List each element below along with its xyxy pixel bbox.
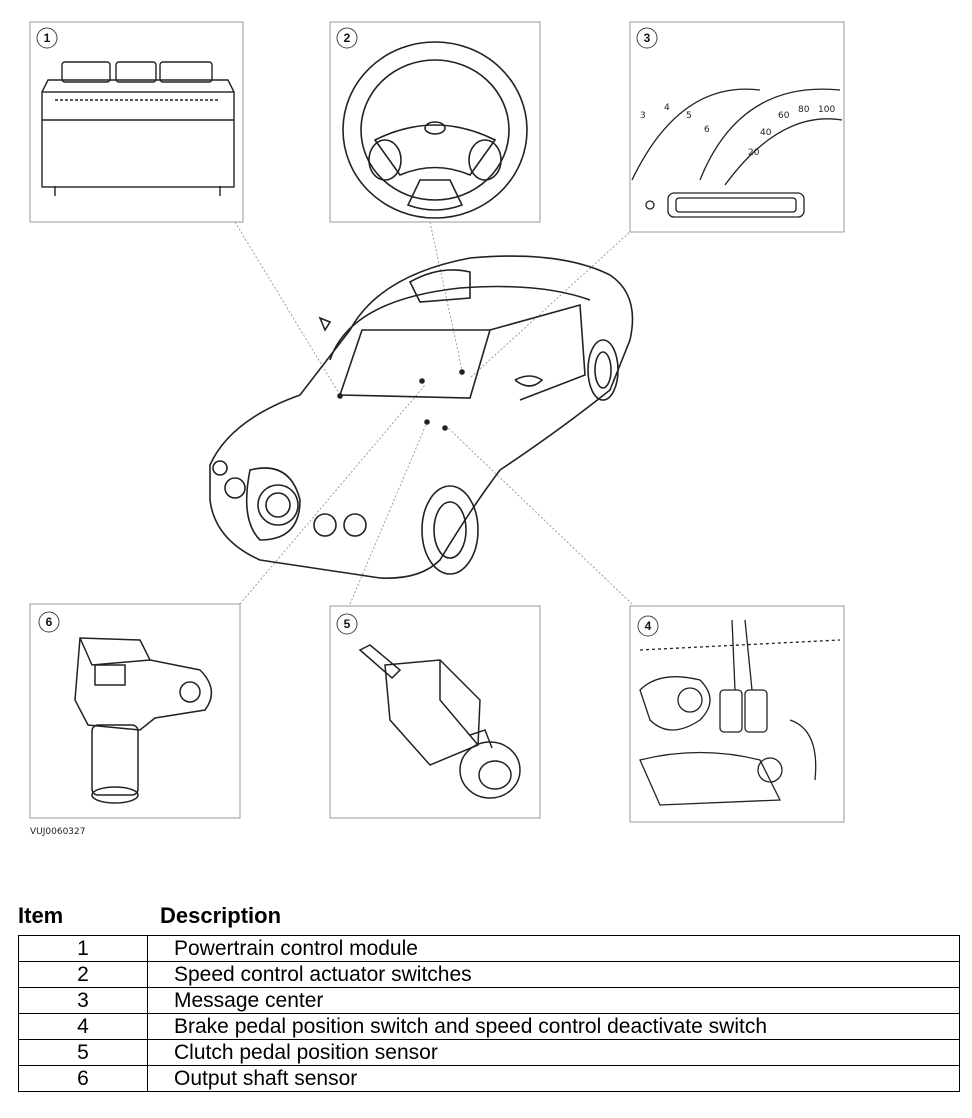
table-row: [19, 1040, 960, 1066]
callout-5: 5: [343, 617, 351, 631]
panel-4-brake-pedal-switches: [630, 606, 844, 822]
leader-lines: [235, 222, 632, 604]
panel-3-message-center: [630, 22, 844, 232]
row-item-number: 1: [19, 936, 148, 962]
svg-text:40: 40: [760, 128, 772, 138]
svg-text:60: 60: [778, 111, 790, 121]
callout-4: 4: [644, 619, 652, 633]
table-row: [19, 1066, 960, 1092]
row-item-number: 2: [19, 962, 148, 988]
vehicle-illustration: [210, 256, 633, 578]
row-description: Powertrain control module: [148, 936, 960, 962]
legend-table-container: [18, 903, 960, 1092]
row-description: Output shaft sensor: [148, 1066, 960, 1092]
panel-6-output-shaft-sensor: [30, 604, 240, 818]
callout-3: 3: [643, 31, 651, 45]
header-description: Description: [160, 903, 282, 928]
panel-1-powertrain-control-module: [30, 22, 243, 222]
table-row: [19, 962, 960, 988]
svg-text:20: 20: [748, 148, 760, 158]
row-item-number: 6: [19, 1066, 148, 1092]
panel-5-clutch-pedal-position-sensor: [330, 606, 540, 818]
callout-1: 1: [43, 31, 51, 45]
table-row: [19, 1014, 960, 1040]
panel-2-speed-control-switches: [330, 22, 540, 222]
table-row: [19, 988, 960, 1014]
figure-reference-code: VUJ0060327: [30, 827, 86, 837]
svg-text:100: 100: [818, 105, 836, 115]
row-item-number: 5: [19, 1040, 148, 1066]
svg-text:5: 5: [686, 111, 692, 121]
row-item-number: 3: [19, 988, 148, 1014]
header-item: Item: [18, 903, 64, 928]
row-description: Speed control actuator switches: [148, 962, 960, 988]
row-description: Brake pedal position switch and speed control deactivate switch: [148, 1014, 960, 1040]
row-description: Clutch pedal position sensor: [148, 1040, 960, 1066]
legend-table: [18, 935, 960, 1092]
svg-text:4: 4: [664, 103, 670, 113]
row-description: Message center: [148, 988, 960, 1014]
legend-table-header: [18, 903, 960, 935]
svg-text:80: 80: [798, 105, 810, 115]
svg-text:3: 3: [640, 111, 646, 121]
table-row: [19, 936, 960, 962]
callout-6: 6: [45, 615, 53, 629]
row-item-number: 4: [19, 1014, 148, 1040]
callout-2: 2: [343, 31, 351, 45]
svg-text:6: 6: [704, 125, 710, 135]
